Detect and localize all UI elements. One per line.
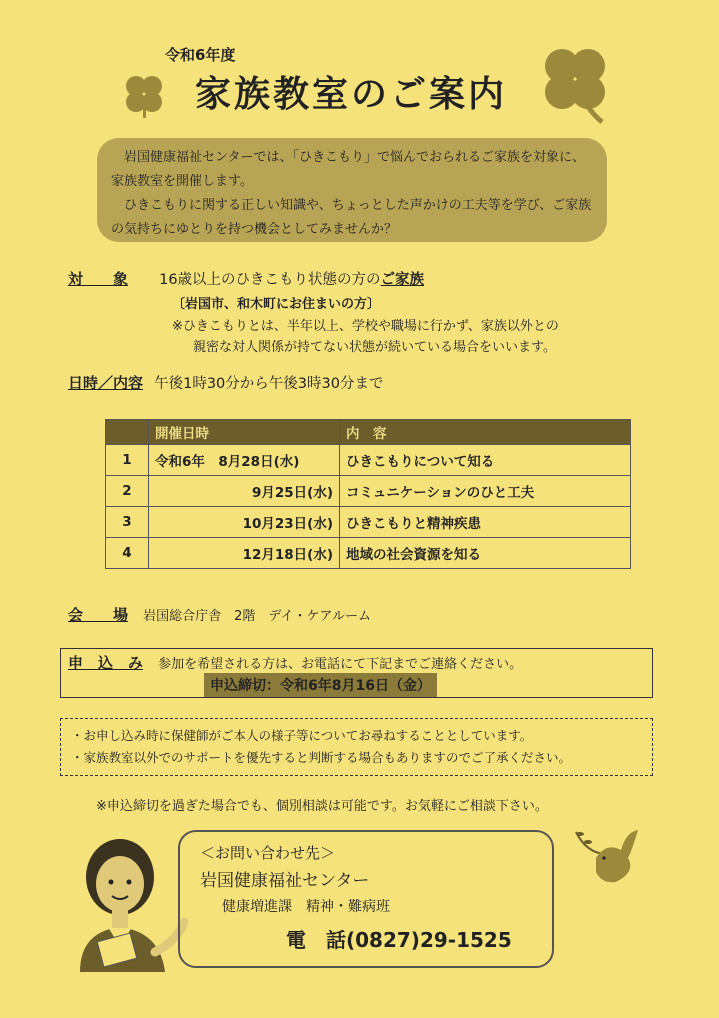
- datetime-text: 午後1時30分から午後3時30分まで: [154, 376, 384, 392]
- clover-icon-left: [118, 70, 170, 122]
- table-row: [106, 507, 631, 538]
- venue-label: 会 場: [68, 606, 129, 624]
- target-section: [68, 268, 424, 289]
- person-illustration: [60, 822, 190, 972]
- row-date: 9月25日(水): [149, 476, 340, 507]
- apply-text: 参加を希望される方は、お電話にて下記までご連絡ください。: [158, 657, 523, 672]
- after-deadline-note: ※申込締切を過ぎた場合でも、個別相談は可能です。お気軽にご相談下さい。: [96, 799, 548, 814]
- row-content: 地域の社会資源を知る: [340, 538, 631, 569]
- target-area: 〔岩国市、和木町にお住まいの方〕: [172, 297, 381, 312]
- intro-box: [97, 138, 607, 242]
- contact-heading: ＜お問い合わせ先＞: [200, 844, 336, 862]
- row-date: 12月18日(水): [149, 538, 340, 569]
- contact-dept: 健康増進課 精神・難病班: [222, 899, 390, 915]
- table-row: [106, 476, 631, 507]
- intro-line-1: 岩国健康福祉センターでは、「ひきこもり」で悩んでおられるご家族を対象に、家族教室を開催します。: [111, 150, 585, 189]
- row-date: 令和6年 8月28日(水): [149, 445, 340, 476]
- header-date: 開催日時: [149, 420, 340, 445]
- datetime-label: 日時／内容: [68, 374, 144, 392]
- table-row: [106, 538, 631, 569]
- venue-text: 岩国総合庁舎 2階 デイ・ケアルーム: [143, 609, 371, 624]
- dove-icon: [566, 822, 646, 892]
- clover-icon-right: [532, 40, 620, 128]
- apply-section: [68, 652, 522, 673]
- row-content: ひきこもりと精神疾患: [340, 507, 631, 538]
- target-emphasis: ご家族: [380, 272, 425, 288]
- target-note-1: ※ひきこもりとは、半年以上、学校や職場に行かず、家族以外との: [172, 319, 559, 334]
- header-content: 内 容: [340, 420, 631, 445]
- schedule-table: [105, 419, 631, 569]
- target-label: 対 象: [68, 270, 129, 288]
- apply-label: 申 込 み: [68, 654, 144, 672]
- deadline-badge: 申込締切：令和6年8月16日（金）: [204, 673, 437, 697]
- row-date: 10月23日(水): [149, 507, 340, 538]
- row-no: 2: [106, 476, 149, 507]
- notes-box: [60, 718, 653, 776]
- row-no: 4: [106, 538, 149, 569]
- schedule-header: [106, 420, 631, 445]
- table-row: [106, 445, 631, 476]
- target-text: 16歳以上のひきこもり状態の方の: [159, 272, 381, 288]
- contact-org: 岩国健康福祉センター: [200, 871, 370, 891]
- intro-line-2: ひきこもりに関する正しい知識や、ちょっとした声かけの工夫等を学び、ご家族の気持ちにゆとりを持つ機会としてみませんか？: [111, 198, 592, 237]
- venue-section: [68, 604, 371, 625]
- year-label: 令和6年度: [165, 46, 236, 64]
- page-title: 家族教室のご案内: [195, 74, 508, 115]
- contact-phone[interactable]: 電 話(0827)29-1525: [286, 928, 512, 952]
- row-no: 3: [106, 507, 149, 538]
- note-line-1: ・お申し込み時に保健師がご本人の様子等についてお尋ねすることとしています。: [71, 728, 533, 743]
- note-line-2: ・家族教室以外でのサポートを優先すると判断する場合もありますのでご了承ください。: [71, 750, 572, 765]
- row-no: 1: [106, 445, 149, 476]
- row-content: コミュニケーションのひと工夫: [340, 476, 631, 507]
- datetime-section: [68, 372, 383, 393]
- row-content: ひきこもりについて知る: [340, 445, 631, 476]
- target-note-2: 親密な対人関係が持てない状態が続いている場合をいいます。: [193, 340, 556, 355]
